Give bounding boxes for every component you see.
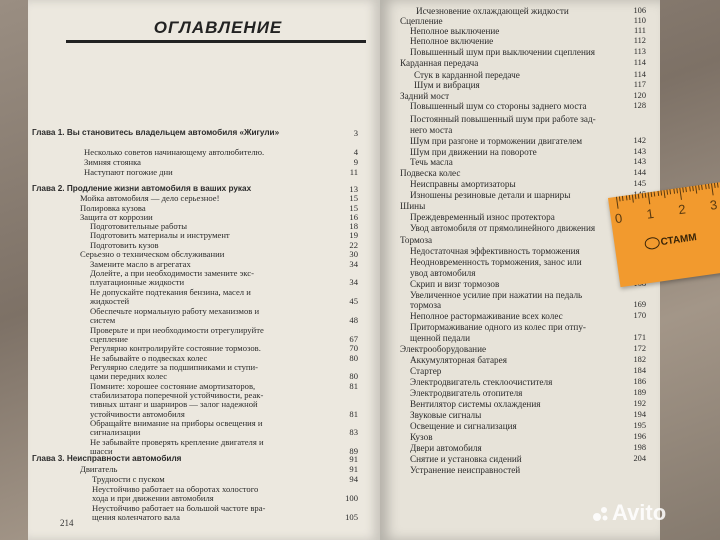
ruler-tick xyxy=(619,196,621,201)
toc-entry-page: 91 xyxy=(349,464,358,474)
toc-entry-page: 128 xyxy=(633,101,646,110)
toc-entry-title: Звуковые сигналы xyxy=(410,410,482,420)
toc-entry-title: Неустойчиво работает на большой частоте вра- xyxy=(92,503,266,513)
toc-entry-title: Замените масло в агрегатах xyxy=(90,259,191,269)
toc-entry-page: 48 xyxy=(349,315,358,325)
toc-entry-page: 4 xyxy=(353,147,358,157)
toc-entry-page: 195 xyxy=(633,421,646,430)
toc-entry-title: Электродвигатель отопителя xyxy=(410,388,523,398)
toc-entry-page: 170 xyxy=(633,311,646,320)
toc-entry-title: Подготовить кузов xyxy=(90,240,159,250)
toc-entry-page: 34 xyxy=(349,259,358,269)
toc-entry-title: Течь масла xyxy=(410,157,453,167)
toc-entry-title: Подготовить материалы и инструмент xyxy=(90,230,230,240)
toc-entry-page: 81 xyxy=(349,409,358,419)
ruler-tick xyxy=(689,187,691,192)
ruler-tick xyxy=(651,192,653,197)
toc-entry-title: тормоза xyxy=(410,300,442,310)
toc-entry-title: стабилизатора поперечной устойчивости, реак- xyxy=(90,390,264,400)
ruler-tick xyxy=(714,183,716,188)
toc-entry-page: 15 xyxy=(349,193,358,203)
toc-entry-title: Зимняя стоянка xyxy=(84,157,141,167)
toc-entry-title: Глава 2. Продление жизни автомобиля в ваших руках xyxy=(32,184,252,193)
toc-entry-title: Несколько советов начинающему автолюбителю. xyxy=(84,147,265,157)
toc-entry-title: Повышенный шум со стороны заднего моста xyxy=(410,101,587,111)
toc-entry-title: Трудности с пуском xyxy=(92,474,165,484)
toc-entry-page: 186 xyxy=(633,377,646,386)
ruler-tick xyxy=(616,197,619,209)
ruler-tick xyxy=(648,192,651,204)
toc-entry-title: Аккумуляторная батарея xyxy=(410,355,507,365)
toc-entry-title: шасси xyxy=(90,446,113,456)
toc-entry-title: Не забывайте о подвесках колес xyxy=(90,353,208,363)
toc-entry-page: 196 xyxy=(633,432,646,441)
ruler-tick xyxy=(622,196,624,201)
toc-entry-title: Обеспечьте нормальную работу механизмов и xyxy=(90,306,260,316)
toc-entry-title: Глава 1. Вы становитесь владельцем автомобиля «Жигули» xyxy=(32,128,280,137)
toc-entry-title: Карданная передача xyxy=(400,58,479,68)
toc-entry-title: Глава 3. Неисправности автомобиля xyxy=(32,454,182,463)
toc-entry-page: 169 xyxy=(633,300,646,309)
toc-entry-title: Сцепление xyxy=(400,16,443,26)
ruler-tick xyxy=(625,195,627,200)
toc-entry-title: Постоянный повышенный шум при работе зад- xyxy=(410,114,596,124)
toc-entry-page: 13 xyxy=(349,184,358,194)
toc-entry-title: Не допускайте подтекания бензина, масел и xyxy=(90,287,251,297)
toc-entry-title: Скрип и визг тормозов xyxy=(410,279,500,289)
toc-entry-page: 111 xyxy=(634,26,646,35)
ruler-number: 3 xyxy=(708,196,719,213)
toc-entry-page: 67 xyxy=(349,334,358,344)
toc-entry-title: Снятие и установка сидений xyxy=(410,454,522,464)
toc-entry-page: 145 xyxy=(633,179,646,188)
toc-entry-title: Устранение неисправностей xyxy=(410,465,521,475)
toc-entry-page: 120 xyxy=(633,91,646,100)
ruler-tick xyxy=(686,187,688,192)
toc-entry-title: Шум при движении на повороте xyxy=(410,147,537,157)
toc-entry-title: Подвеска колес xyxy=(400,168,461,178)
toc-entry-title: сцепление xyxy=(90,334,128,344)
ruler-tick xyxy=(692,186,694,191)
toc-entry-page: 30 xyxy=(349,249,358,259)
toc-entry-title: жидкостей xyxy=(90,296,130,306)
toc-entry-title: Увеличенное усилие при нажатии на педаль xyxy=(410,290,583,300)
toc-entry-title: Регулярно контролируйте состояние тормозов. xyxy=(90,343,261,353)
toc-entry-page: 142 xyxy=(633,136,646,145)
toc-entry-title: Стартер xyxy=(410,366,442,376)
ruler-tick xyxy=(654,191,656,196)
ruler-tick xyxy=(676,188,678,193)
toc-entry-title: Изношены резиновые детали и шарниры xyxy=(410,190,571,200)
ruler-number: 1 xyxy=(645,205,655,222)
toc-entry-title: тивных штанг и шарниров — залог надежной xyxy=(90,399,258,409)
toc-entry-page: 172 xyxy=(633,344,646,353)
title-rule xyxy=(66,40,366,43)
toc-entry-title: Защита от коррозии xyxy=(80,212,153,222)
toc-entry-title: Шум и вибрация xyxy=(414,80,480,90)
toc-entry-title: Серьезно о техническом обслуживании xyxy=(80,249,225,259)
toc-entry-title: Шины xyxy=(400,201,426,211)
toc-entry-page: 114 xyxy=(633,70,646,79)
toc-entry-page: 113 xyxy=(633,47,646,56)
toc-entry-page: 143 xyxy=(633,147,646,156)
toc-entry-title: щения коленчатого вала xyxy=(92,512,180,522)
toc-entry-page: 117 xyxy=(633,80,646,89)
toc-entry-title: Мойка автомобиля — дело серьезное! xyxy=(80,193,220,203)
toc-entry-page: 83 xyxy=(349,427,358,437)
toc-entry-title: Стук в карданной передаче xyxy=(414,70,520,80)
toc-entry-page: 45 xyxy=(349,296,358,306)
toc-entry-title: Притормаживание одного из колес при отпу- xyxy=(410,322,586,332)
ruler-tick xyxy=(679,188,682,200)
toc-entry-title: Неполное включение xyxy=(410,36,494,46)
toc-entry-page: 19 xyxy=(349,230,358,240)
toc-entry-title: Полировка кузова xyxy=(80,203,146,213)
toc-entry-page: 182 xyxy=(633,355,646,364)
toc-entry-page: 9 xyxy=(353,157,358,167)
ruler-tick xyxy=(663,190,665,198)
toc-entry-title: Исчезновение охлаждающей жидкости xyxy=(416,6,569,16)
toc-entry-title: Неустойчиво работает на оборотах холостого xyxy=(92,484,259,494)
toc-entry-page: 106 xyxy=(633,6,646,15)
toc-entry-title: Долейте, а при необходимости замените экс- xyxy=(90,268,254,278)
toc-entry-title: хода и при движении автомобиля xyxy=(92,493,214,503)
toc-entry-title: Неполное растормаживание всех колес xyxy=(410,311,563,321)
toc-entry-title: Кузов xyxy=(410,432,433,442)
ruler-tick xyxy=(717,182,719,187)
toc-entry-title: плуатационные жидкости xyxy=(90,277,185,287)
toc-entry-page: 70 xyxy=(349,343,358,353)
ruler-tick xyxy=(638,194,640,199)
ruler-tick xyxy=(660,191,662,196)
toc-entry-title: Недостаточная эффективность торможения xyxy=(410,246,580,256)
toc-entry-page: 143 xyxy=(633,157,646,166)
toc-entry-title: Неисправны амортизаторы xyxy=(410,179,516,189)
toc-entry-page: 81 xyxy=(349,381,358,391)
toc-entry-page: 100 xyxy=(345,493,358,503)
toc-entry-page: 204 xyxy=(633,454,646,463)
ruler-brand: СТАММ xyxy=(659,232,698,249)
toc-entry-page: 171 xyxy=(633,333,646,342)
toc-entry-page: 91 xyxy=(349,454,358,464)
ruler-tick xyxy=(701,185,703,190)
toc-entry-title: Электродвигатель стеклоочистителя xyxy=(410,377,553,387)
toc-entry-title: Преждевременный износ протектора xyxy=(410,212,555,222)
ruler-tick xyxy=(708,184,710,189)
toc-entry-page: 3 xyxy=(353,128,358,138)
toc-entry-title: Двигатель xyxy=(80,464,118,474)
toc-entry-title: него моста xyxy=(410,125,453,135)
toc-entry-title: устойчивости автомобиля xyxy=(90,409,185,419)
avito-logo-icon xyxy=(592,505,610,523)
toc-entry-title: Регулярно следите за подшипниками и ступи- xyxy=(90,362,258,372)
ruler-tick xyxy=(695,186,697,194)
toc-entry-title: Задний мост xyxy=(400,91,450,101)
toc-entry-title: Наступают погожие дни xyxy=(84,167,173,177)
toc-entry-page: 18 xyxy=(349,221,358,231)
toc-entry-page: 80 xyxy=(349,353,358,363)
toc-entry-page: 189 xyxy=(633,388,646,397)
toc-entry-title: Неполное выключение xyxy=(410,26,500,36)
ruler-tick xyxy=(698,185,700,190)
toc-entry-page: 110 xyxy=(633,16,646,25)
ruler-tick xyxy=(670,189,672,194)
left-page xyxy=(28,0,380,540)
toc-entry-title: Помните: хорошее состояние амортизаторов, xyxy=(90,381,256,391)
ruler-tick xyxy=(629,195,631,200)
toc-entry-title: Проверьте и при необходимости отрегулируйте xyxy=(90,325,264,335)
ruler-tick xyxy=(673,189,675,194)
toc-entry-title: Не забывайте проверять крепление двигателя и xyxy=(90,437,264,447)
toc-entry-page: 16 xyxy=(349,212,358,222)
toc-entry-title: систем xyxy=(90,315,116,325)
toc-entry-title: Электрооборудование xyxy=(400,344,487,354)
toc-entry-page: 192 xyxy=(633,399,646,408)
toc-entry-title: сигнализации xyxy=(90,427,141,437)
toc-entry-title: Тормоза xyxy=(400,235,433,245)
toc-entry-page: 22 xyxy=(349,240,358,250)
ruler-tick xyxy=(635,194,637,199)
ruler-tick xyxy=(657,191,659,196)
toc-entry-page: 184 xyxy=(633,366,646,375)
ruler-tick xyxy=(632,195,634,203)
toc-entry-page: 89 xyxy=(349,446,358,456)
toc-entry-page: 114 xyxy=(633,58,646,67)
toc-entry-page: 194 xyxy=(633,410,646,419)
toc-entry-title: Неодновременность торможения, занос или xyxy=(410,257,582,267)
toc-entry-title: Подготовительные работы xyxy=(90,221,188,231)
toc-entry-title: Вентилятор системы охлаждения xyxy=(410,399,541,409)
toc-entry-title: Повышенный шум при выключении сцепления xyxy=(410,47,596,57)
toc-entry-page: 198 xyxy=(633,443,646,452)
toc-title: ОГЛАВЛЕНИЕ xyxy=(153,18,283,37)
toc-entry-title: Шум при разгоне и торможении двигателем xyxy=(410,136,583,146)
toc-entry-page: 94 xyxy=(349,474,358,484)
toc-entry-page: 105 xyxy=(345,512,358,522)
ruler-number: 0 xyxy=(613,210,624,227)
ruler-tick xyxy=(682,187,684,192)
page-number: 214 xyxy=(60,518,74,528)
toc-entry-page: 144 xyxy=(633,168,646,177)
ruler xyxy=(608,179,720,288)
toc-entry-page: 34 xyxy=(349,277,358,287)
toc-entry-page: 80 xyxy=(349,371,358,381)
ruler-tick xyxy=(641,193,643,198)
brand-logo-icon xyxy=(644,236,661,250)
ruler-tick xyxy=(667,190,669,195)
toc-entry-title: Обращайте внимание на приборы освещения и xyxy=(90,418,263,428)
toc-entry-page: 11 xyxy=(349,167,358,177)
toc-entry-title: щенной педали xyxy=(410,333,471,343)
toc-entry-page: 15 xyxy=(349,203,358,213)
toc-entry-title: Освещение и сигнализация xyxy=(410,421,517,431)
ruler-tick xyxy=(644,193,646,198)
ruler-number: 2 xyxy=(677,201,687,218)
ruler-tick xyxy=(711,183,714,195)
ruler-tick xyxy=(705,184,707,189)
toc-entry-title: увод автомобиля xyxy=(410,268,476,278)
toc-entry-title: Двери автомобиля xyxy=(410,443,482,453)
toc-entry-page: 112 xyxy=(633,36,646,45)
watermark: Avito xyxy=(612,500,667,525)
toc-entry-title: цами передних колес xyxy=(90,371,168,381)
toc-entry-title: Увод автомобиля от прямолинейного движения xyxy=(410,223,596,233)
